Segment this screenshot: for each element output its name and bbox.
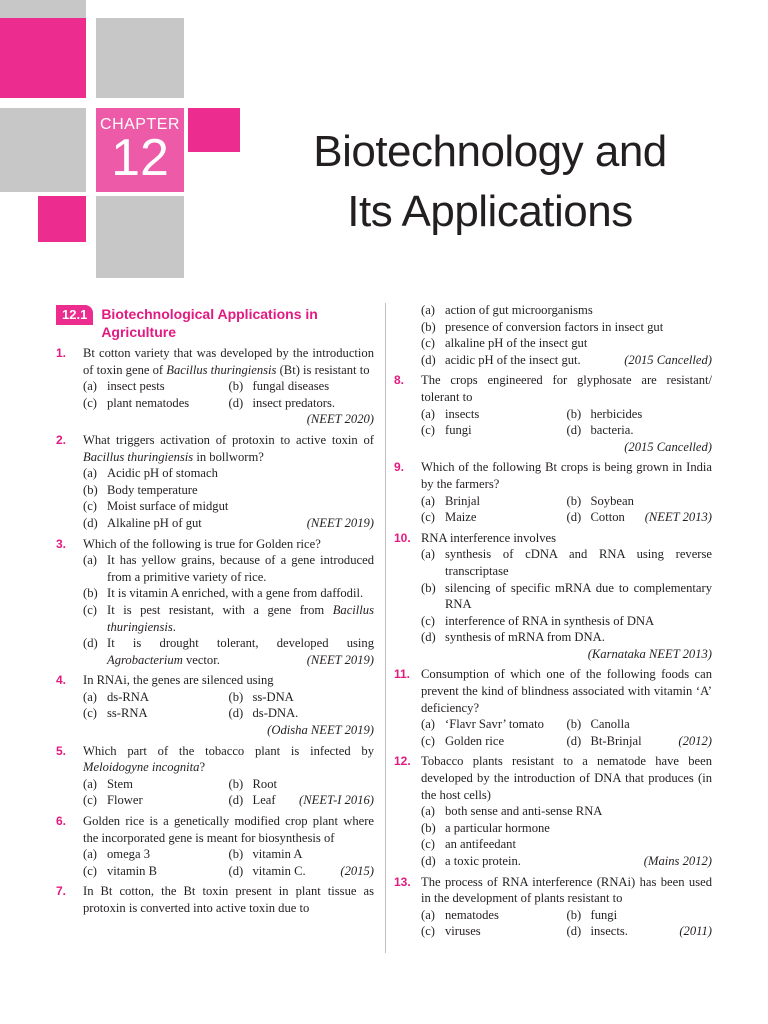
option-b [567,406,713,423]
option-a [83,689,229,706]
option-b [421,319,712,336]
option-text: herbicides [590,406,643,421]
exam-source: (2012) [678,733,712,748]
decor-square [188,108,240,152]
option-letter: (c) [421,924,435,939]
option-text: fungal diseases [252,379,330,394]
text-part: Bt cotton variety that was developed by the introduction of toxin gene of [83,346,374,377]
question-12 [394,753,712,869]
option-letter: (d) [566,733,582,748]
text-part: vector. [182,652,220,667]
option-a [83,846,229,863]
option-text: Acidic pH of stomach [107,466,218,481]
option-letter: (d) [228,706,244,721]
option-d [83,515,374,532]
question-text [83,345,374,378]
option-letter: (b) [83,482,98,497]
option-text: Moist surface of midgut [107,499,229,514]
option-c [83,792,229,809]
question-7 [56,883,374,916]
question-number: 6. [56,814,67,829]
option-a [421,716,567,733]
option-text: ss-DNA [252,689,294,704]
option-text: viruses [445,924,481,939]
option-letter: (c) [421,510,435,525]
option-letter: (a) [421,804,435,819]
option-text: alkaline pH of the insect gut [445,336,588,351]
option-text: both sense and anti-sense RNA [445,804,603,819]
option-value: Alkaline pH of gut [107,515,202,530]
exam-source: (2015 Cancelled) [624,352,712,367]
option-value: vitamin C. [252,863,306,878]
question-number: 8. [394,373,405,388]
exam-source: (NEET 2013) [644,510,712,525]
option-text [107,602,374,635]
exam-source: (Karnataka NEET 2013) [587,646,712,661]
question-7-options [394,302,712,368]
option-text: nematodes [445,907,499,922]
option-b [567,493,713,510]
option-text: ds-DNA. [252,706,299,721]
column-divider [385,303,386,953]
question-number: 13. [394,874,411,889]
text-italic: Bacillus thuringiensis [166,362,277,377]
option-d [229,395,375,412]
option-text: insect pests [107,379,165,394]
text-part: What triggers activation of protoxin to active toxin of [83,432,374,447]
option-text: Stem [107,776,133,791]
option-b [229,378,375,395]
chapter-number: 12 [111,129,169,187]
option-letter: (b) [83,586,98,601]
option-text: interference of RNA in synthesis of DNA [445,613,655,628]
option-letter: (d) [228,863,244,878]
option-text: Canolla [590,717,630,732]
options [421,907,712,940]
option-letter: (b) [566,717,582,732]
option-letter: (d) [566,423,582,438]
options [83,776,374,809]
option-d [229,792,375,809]
option-a [83,465,374,482]
options [421,406,712,439]
question-text: Tobacco plants resistant to a nematode have been developed by the introduction of DNA that produces (in the host cells) [421,754,712,802]
option-d [567,733,713,750]
options [83,846,374,879]
option-letter: (a) [83,379,97,394]
option-letter: (d) [566,510,582,525]
option-b [567,907,713,924]
question-8 [394,372,712,455]
option-d [421,352,712,369]
option-text: a particular hormone [445,820,550,835]
option-d [229,863,375,880]
options [83,689,374,722]
option-a [83,776,229,793]
option-letter: (c) [421,336,435,351]
decor-square [96,18,184,98]
option-text: Brinjal [445,493,480,508]
question-11 [394,666,712,749]
option-text [445,352,712,369]
chapter-badge [96,108,184,192]
option-d [567,422,713,439]
option-letter: (b) [421,580,436,595]
option-text [591,733,713,750]
exam-source: (Odisha NEET 2019) [267,723,374,738]
question-text [83,743,374,776]
option-b [229,689,375,706]
text-italic: Agrobacterium [107,652,183,667]
option-d [567,509,713,526]
option-letter: (d) [83,515,98,530]
text-part: . [172,619,176,634]
text-part: (Bt) is resistant to [276,362,370,377]
option-value: insects. [590,924,628,939]
option-letter: (b) [421,820,436,835]
option-b [83,585,374,602]
option-letter: (a) [83,466,97,481]
decor-square [38,196,86,242]
question-2 [56,432,374,532]
option-letter: (b) [228,689,244,704]
option-value: acidic pH of the insect gut. [445,352,581,367]
option-letter: (c) [421,613,435,628]
option-a [83,552,374,585]
option-b [421,820,712,837]
question-number: 10. [394,530,411,545]
option-text: insect predators. [252,395,336,410]
option-b [421,580,712,613]
option-c [421,733,567,750]
option-value: Bt-Brinjal [590,733,642,748]
option-c [83,602,374,635]
text-part: It is drought tolerant, developed using [107,636,374,651]
option-a [421,302,712,319]
option-c [421,509,567,526]
option-letter: (c) [83,395,97,410]
exam-source: (NEET 2019) [306,652,374,667]
chapter-title [240,122,740,242]
option-c [421,613,712,630]
option-letter: (a) [421,406,435,421]
option-letter: (a) [83,776,97,791]
option-c [421,923,567,940]
option-text [445,853,712,870]
option-letter: (c) [83,499,97,514]
exam-source: (2015) [340,863,374,878]
option-letter: (a) [421,907,435,922]
chapter-label: CHAPTER [100,116,180,133]
option-letter: (c) [421,423,435,438]
option-text [253,792,375,809]
option-c [83,498,374,515]
question-number: 12. [394,754,411,769]
question-1 [56,345,374,428]
question-3 [56,536,374,669]
question-text: The crops engineered for glyphosate are resistant/ tolerant to [421,373,712,404]
option-text: vitamin B [107,863,158,878]
option-letter: (d) [228,395,244,410]
option-value: Cotton [590,510,625,525]
option-value: a toxic protein. [445,854,521,868]
text-italic: Bacillus thuringiensis [107,602,374,634]
option-d [421,853,712,870]
option-b [229,846,375,863]
question-text [83,432,374,465]
option-text: fungi [590,907,618,922]
option-letter: (a) [83,553,97,568]
option-letter: (d) [421,854,436,868]
exam-source: (2015 Cancelled) [624,439,712,454]
decor-square [0,18,86,98]
option-text [591,923,713,940]
option-text: silencing of specific mRNA due to complementary RNA [445,580,712,612]
option-c [421,422,567,439]
option-text: fungi [445,423,472,438]
option-letter: (b) [228,776,244,791]
option-letter: (c) [83,602,97,617]
question-text: Which of the following is true for Golden rice? [83,536,321,551]
option-a [421,493,567,510]
options [83,378,374,411]
option-a [421,406,567,423]
options [421,716,712,749]
question-13 [394,874,712,940]
text-italic: Meloidogyne incognita [83,760,200,775]
question-6 [56,813,374,879]
question-10 [394,530,712,663]
option-value: Leaf [252,793,276,808]
option-text [253,863,375,880]
question-text: Which of the following Bt crops is being grown in India by the farmers? [421,460,712,491]
question-text: RNA interference involves [421,530,556,545]
option-letter: (c) [83,863,97,878]
option-letter: (d) [228,793,244,808]
question-number: 1. [56,346,67,360]
option-letter: (c) [421,837,435,852]
options [421,493,712,526]
exam-source: (NEET 2020) [306,412,374,427]
option-text: synthesis of cDNA and RNA using reverse transcriptase [445,547,712,578]
section-title: Biotechnological Applications in Agriculture [101,306,318,340]
option-d [229,705,375,722]
option-text: omega 3 [107,847,151,862]
option-a [421,907,567,924]
option-b [567,716,713,733]
option-text: Soybean [590,493,634,508]
option-letter: (b) [228,379,244,394]
decor-square [0,108,86,192]
option-c [421,836,712,853]
question-number: 2. [56,432,67,447]
option-letter: (a) [421,547,435,562]
option-letter: (b) [566,907,582,922]
question-number: 9. [394,460,405,475]
option-text [591,509,713,526]
decor-square [96,196,184,278]
option-c [83,705,229,722]
option-text: insects [445,406,480,421]
option-letter: (d) [566,924,582,939]
option-text: plant nematodes [107,395,190,410]
option-d [83,635,374,668]
option-text: ss-RNA [107,706,148,721]
option-b [229,776,375,793]
section-heading [56,305,374,341]
option-d [567,923,713,940]
question-5 [56,743,374,809]
option-letter: (c) [421,733,435,748]
question-text: Consumption of which one of the following foods can prevent the kind of blindness associated with vitamin ‘A’ deficiency? [421,667,712,715]
question-number: 4. [56,673,67,688]
option-b [83,482,374,499]
option-text: Body temperature [107,482,198,497]
option-text: ds-RNA [107,689,149,704]
option-letter: (d) [421,352,436,367]
option-text: Golden rice [445,733,505,748]
exam-source: (2011) [679,924,712,939]
option-letter: (b) [566,406,582,421]
question-text: Golden rice is a genetically modified crop plant where the incorporated gene is meant for biosynthesis of [83,814,374,845]
option-text: Root [252,776,277,791]
exam-source: (NEET-I 2016) [299,793,374,808]
left-column [56,305,374,917]
question-number: 11. [394,667,411,682]
option-c [421,335,712,352]
option-a [421,803,712,820]
option-letter: (c) [83,793,97,808]
option-letter: (b) [228,847,244,862]
question-9 [394,459,712,525]
text-italic: Bacillus thuringiensis [83,449,194,464]
option-letter: (a) [83,689,97,704]
option-letter: (a) [421,717,435,732]
option-text: It has yellow grains, because of a gene introduced from a primitive variety of rice. [107,553,374,584]
text-part: It is pest resistant, with a gene from [107,602,333,617]
option-text: bacteria. [590,423,634,438]
option-letter: (a) [83,847,97,862]
title-line-2: Its Applications [347,187,633,236]
option-letter: (a) [421,303,435,317]
title-line-1: Biotechnology and [313,127,667,176]
option-text: an antifeedant [445,837,516,852]
right-column [394,302,712,940]
question-4 [56,672,374,738]
option-text: vitamin A [252,847,303,862]
option-letter: (b) [566,493,582,508]
exam-source: (NEET 2019) [306,515,374,530]
option-letter: (b) [421,319,436,334]
option-a [421,546,712,579]
option-c [83,395,229,412]
question-text: In RNAi, the genes are silenced using [83,673,274,688]
question-number: 7. [56,884,67,899]
option-text: ‘Flavr Savr’ tomato [445,717,544,732]
text-part: Which part of the tobacco plant is infected by [83,743,374,758]
text-part: ? [199,760,206,775]
option-text: synthesis of mRNA from DNA. [445,630,605,645]
question-number: 5. [56,743,67,758]
exam-source: (Mains 2012) [643,854,712,868]
option-text: It is vitamin A enriched, with a gene from daffodil. [107,586,364,601]
option-letter: (d) [83,636,98,651]
option-text: presence of conversion factors in insect gut [445,319,664,334]
text-part: in bollworm? [193,449,264,464]
option-text: Maize [445,510,477,525]
option-a [83,378,229,395]
question-text: The process of RNA interference (RNAi) has been used in the development of plants resistant to [421,874,712,906]
option-c [83,863,229,880]
option-text [107,515,374,532]
option-text: Flower [107,793,143,808]
section-number: 12.1 [56,305,93,325]
option-text [107,635,374,668]
option-d [421,629,712,646]
question-number: 3. [56,536,67,551]
option-text: action of gut microorganisms [445,303,593,317]
question-text: In Bt cotton, the Bt toxin present in plant tissue as protoxin is converted into active toxin due to [83,884,374,915]
option-letter: (a) [421,493,435,508]
option-letter: (c) [83,706,97,721]
option-letter: (d) [421,630,436,645]
